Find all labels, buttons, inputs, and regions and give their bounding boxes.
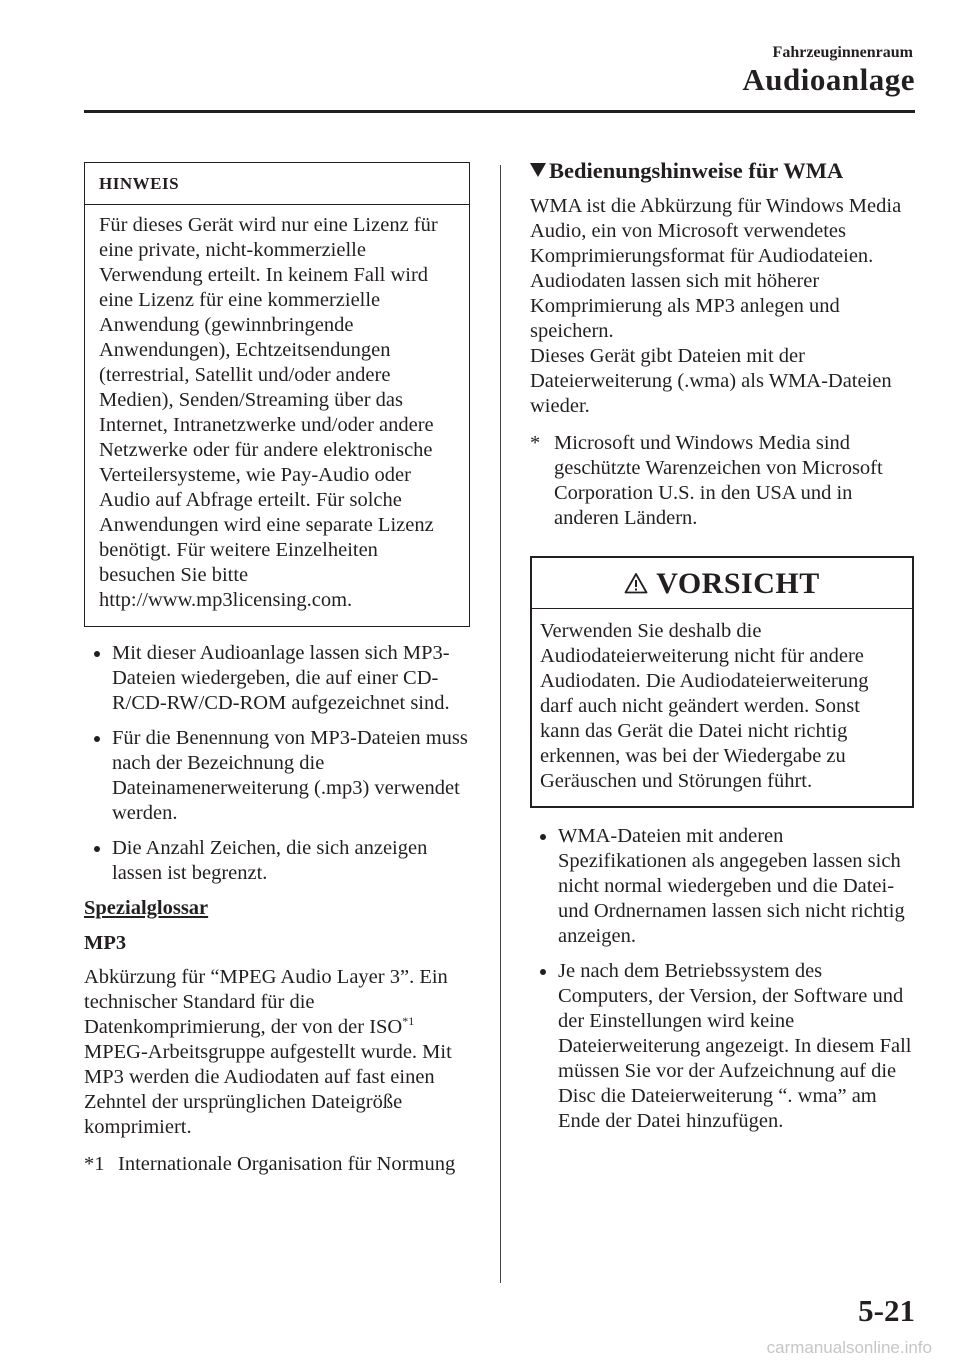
trademark-text: Microsoft und Windows Media sind geschützte Warenzeichen von Microsoft Corporation U.S. in den USA und in anderen Ländern.: [554, 432, 883, 529]
header-rule: [84, 110, 915, 113]
section-title: [530, 158, 914, 183]
right-bullet-list: [530, 824, 914, 1134]
header-section-label: Fahrzeuginnenraum: [772, 44, 913, 61]
list-item: WMA-Dateien mit anderen Spezifikationen als angegeben lassen sich nicht normal wiedergeben und die Datei- und Ordnernamen lassen sich nicht richtig anzeigen.: [530, 824, 914, 949]
trademark-marker: *: [530, 432, 541, 454]
intro-paragraph: Dieses Gerät gibt Dateien mit der Dateierweiterung (.wma) als WMA-Dateien wieder.: [530, 345, 892, 417]
list-item: Für die Benennung von MP3-Dateien muss nach der Bezeichnung die Dateinamenerweiterung (.mp3) verwendet werden.: [84, 726, 470, 826]
list-item: Je nach dem Betriebssystem des Computers, der Version, der Software und der Einstellungen wird keine Dateierweiterung angezeigt. In diesem Fall müssen Sie vor der Aufzeichnung auf die Disc die Dateierweiterung “. wma” am Ende der Datei hinzufügen.: [530, 959, 914, 1134]
footnote: [84, 1152, 470, 1177]
intro-paragraph: Audiodaten lassen sich mit höherer Komprimierung als MP3 anlegen und speichern.: [530, 270, 840, 342]
caution-header: [532, 558, 912, 609]
note-text: Für dieses Gerät wird nur eine Lizenz für eine private, nicht-kommerzielle Verwendung erteilt. In keinem Fall wird eine Lizenz für eine kommerzielle Anwendung (gewinnbringende Anwendungen), Echtzeitsendungen (terrestrial, Satellit und/oder andere Medien), Senden/Streaming über das Internet, Intranetzwerke und/oder andere Netzwerke oder für andere elektronische Verteilersysteme, wie Pay-Audio oder Audio auf Abfrage erteilt. Für solche Anwendungen wird eine separate Lizenz benötigt. Für weitere Einzelheiten besuchen Sie bitte http://www.mp3licensing.com.: [99, 214, 438, 611]
footnote-marker: *1: [84, 1153, 105, 1175]
footnote-text: Internationale Organisation für Normung: [118, 1153, 456, 1175]
right-column: [530, 158, 914, 1134]
definition-text-part1: Abkürzung für “MPEG Audio Layer 3”. Ein technischer Standard für die Datenkomprimierung, der von der ISO: [84, 966, 448, 1038]
note-box: [84, 162, 470, 627]
glossary-term: MP3: [84, 932, 127, 954]
definition-text-part2: MPEG-Arbeitsgruppe aufgestellt wurde. Mit MP3 werden die Audiodaten auf fast einen Zehntel der ursprünglichen Dateigröße komprimiert.: [84, 1041, 452, 1138]
list-item: Die Anzahl Zeichen, die sich anzeigen lassen ist begrenzt.: [84, 836, 470, 886]
intro-paragraph: WMA ist die Abkürzung für Windows Media Audio, ein von Microsoft verwendetes Komprimierungsformat für Audiodateien.: [530, 195, 902, 267]
trademark-note: [530, 431, 914, 531]
glossary-heading: Spezialglossar: [84, 897, 209, 919]
caution-heading: VORSICHT: [656, 566, 820, 600]
note-heading: HINWEIS: [85, 163, 469, 205]
triangle-bullet-icon: [530, 163, 546, 177]
header-chapter-title: Audioanlage: [742, 62, 915, 97]
list-item: Mit dieser Audioanlage lassen sich MP3-Dateien wiedergeben, die auf einer CD-R/CD-RW/CD-ROM aufgezeichnet sind.: [84, 641, 470, 716]
watermark: carmanualsonline.info: [766, 1338, 932, 1357]
column-divider: [500, 165, 501, 1283]
left-column: [84, 162, 470, 1177]
section-title-text: Bedienungshinweise für WMA: [549, 158, 844, 183]
glossary-definition: [84, 965, 470, 1140]
caution-box: [530, 556, 914, 808]
left-bullet-list: [84, 641, 470, 886]
page-number: 5-21: [858, 1293, 915, 1328]
footnote-reference: *1: [402, 1014, 415, 1029]
warning-icon: [624, 572, 648, 594]
caution-text: Verwenden Sie deshalb die Audiodateierweiterung nicht für andere Audiodaten. Die Audiodateierweiterung darf auch nicht geändert werden. Sonst kann das Gerät die Datei nicht richtig erkennen, was bei der Wiedergabe zu Geräuschen und Störungen führt.: [540, 620, 869, 792]
